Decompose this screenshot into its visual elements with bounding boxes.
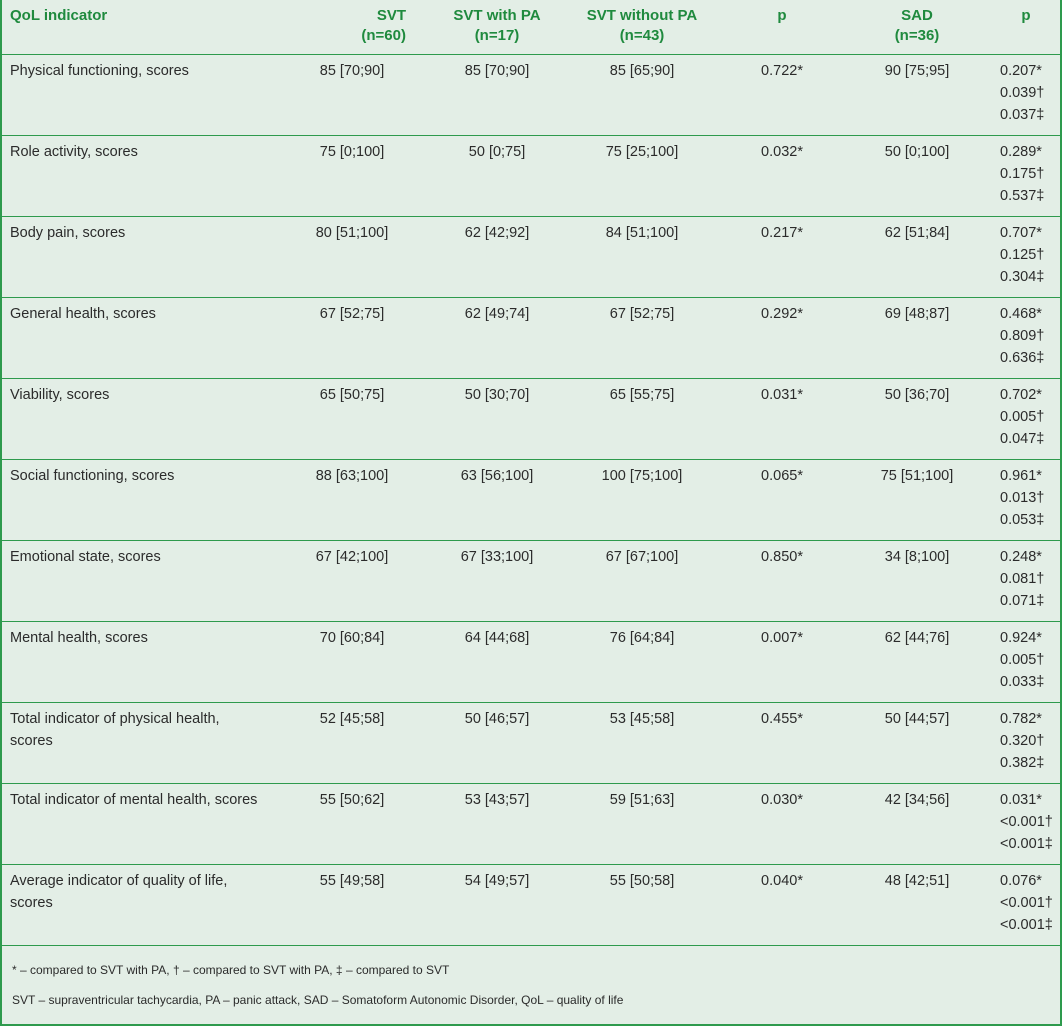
p-value: 0.537‡ <box>1000 187 1045 204</box>
cell-sad: 50 [0;100] <box>842 135 992 216</box>
cell-sad: 48 [42;51] <box>842 864 992 945</box>
cell-svt-with-pa: 64 [44;68] <box>432 621 562 702</box>
p-value: 0.809† <box>1000 327 1045 344</box>
p-value: 0.175† <box>1000 165 1045 182</box>
cell-p-1: 0.850* <box>722 540 842 621</box>
row-label: Total indicator of physical health, scores <box>2 702 272 783</box>
table-row <box>2 783 1060 864</box>
cell-sad: 90 [75;95] <box>842 54 992 135</box>
header-text: SAD <box>901 7 933 24</box>
p-value: 0.125† <box>1000 246 1045 263</box>
table-row <box>2 378 1060 459</box>
row-label: Total indicator of mental health, scores <box>2 783 272 864</box>
p-value: 0.005† <box>1000 651 1045 668</box>
cell-sad: 69 [48;87] <box>842 297 992 378</box>
row-label: Emotional state, scores <box>2 540 272 621</box>
p-value: <0.001† <box>1000 813 1053 830</box>
cell-svt-with-pa: 50 [0;75] <box>432 135 562 216</box>
p-value: 0.304‡ <box>1000 268 1045 285</box>
header-text: SVT without PA <box>586 7 698 24</box>
cell-svt: 67 [52;75] <box>272 297 432 378</box>
cell-p-2 <box>992 54 1060 135</box>
cell-svt-with-pa: 62 [49;74] <box>432 297 562 378</box>
cell-svt-with-pa: 50 [30;70] <box>432 378 562 459</box>
row-label: Body pain, scores <box>2 216 272 297</box>
cell-p-1: 0.722* <box>722 54 842 135</box>
p-values-group <box>1000 708 1056 774</box>
header-p-2 <box>992 0 1060 54</box>
cell-svt: 88 [63;100] <box>272 459 432 540</box>
cell-svt: 67 [42;100] <box>272 540 432 621</box>
header-sad <box>842 0 992 54</box>
cell-p-1: 0.032* <box>722 135 842 216</box>
p-values-group <box>1000 789 1056 855</box>
cell-p-2 <box>992 459 1060 540</box>
cell-svt-with-pa: 85 [70;90] <box>432 54 562 135</box>
cell-sad: 62 [51;84] <box>842 216 992 297</box>
header-subtext: (n=60) <box>361 27 406 44</box>
header-svt-without-pa <box>562 0 722 54</box>
cell-p-2 <box>992 378 1060 459</box>
cell-sad: 75 [51;100] <box>842 459 992 540</box>
p-value: <0.001‡ <box>1000 835 1053 852</box>
qol-table <box>2 0 1060 946</box>
table-row <box>2 216 1060 297</box>
cell-p-2 <box>992 621 1060 702</box>
cell-svt: 80 [51;100] <box>272 216 432 297</box>
p-value: 0.081† <box>1000 570 1045 587</box>
cell-p-2 <box>992 135 1060 216</box>
p-values-group <box>1000 60 1056 126</box>
p-value: <0.001‡ <box>1000 916 1053 933</box>
cell-sad: 34 [8;100] <box>842 540 992 621</box>
row-label: Social functioning, scores <box>2 459 272 540</box>
cell-svt-with-pa: 50 [46;57] <box>432 702 562 783</box>
cell-svt: 85 [70;90] <box>272 54 432 135</box>
cell-svt: 65 [50;75] <box>272 378 432 459</box>
cell-p-2 <box>992 702 1060 783</box>
cell-svt: 55 [50;62] <box>272 783 432 864</box>
cell-p-2 <box>992 540 1060 621</box>
cell-svt: 55 [49;58] <box>272 864 432 945</box>
cell-sad: 50 [44;57] <box>842 702 992 783</box>
p-value: 0.320† <box>1000 732 1045 749</box>
p-value: 0.037‡ <box>1000 106 1045 123</box>
cell-p-1: 0.030* <box>722 783 842 864</box>
cell-svt: 52 [45;58] <box>272 702 432 783</box>
p-value: <0.001† <box>1000 894 1053 911</box>
cell-sad: 62 [44;76] <box>842 621 992 702</box>
table-row <box>2 621 1060 702</box>
row-label: Viability, scores <box>2 378 272 459</box>
table-row <box>2 54 1060 135</box>
row-label: Average indicator of quality of life, scores <box>2 864 272 945</box>
row-label: General health, scores <box>2 297 272 378</box>
footnote-symbols: * – compared to SVT with PA, † – compared to SVT with PA, ‡ – compared to SVT <box>12 963 450 977</box>
cell-sad: 42 [34;56] <box>842 783 992 864</box>
p-value: 0.782* <box>1000 710 1042 727</box>
p-value: 0.013† <box>1000 489 1045 506</box>
p-value: 0.076* <box>1000 872 1042 889</box>
p-value: 0.702* <box>1000 386 1042 403</box>
cell-p-1: 0.065* <box>722 459 842 540</box>
cell-svt-with-pa: 54 [49;57] <box>432 864 562 945</box>
header-text: QoL indicator <box>10 7 108 24</box>
header-svt <box>272 0 432 54</box>
footnote-abbreviations: SVT – supraventricular tachycardia, PA – panic attack, SAD – Somatoform Autonomic Disorder, QoL – quality of life <box>12 993 624 1007</box>
p-value: 0.382‡ <box>1000 754 1045 771</box>
cell-svt-with-pa: 62 [42;92] <box>432 216 562 297</box>
cell-p-2 <box>992 297 1060 378</box>
row-label: Role activity, scores <box>2 135 272 216</box>
cell-svt-without-pa: 59 [51;63] <box>562 783 722 864</box>
table-row <box>2 702 1060 783</box>
p-value: 0.248* <box>1000 548 1042 565</box>
cell-svt-without-pa: 53 [45;58] <box>562 702 722 783</box>
cell-p-2 <box>992 864 1060 945</box>
p-values-group <box>1000 465 1056 531</box>
cell-svt-without-pa: 85 [65;90] <box>562 54 722 135</box>
cell-p-1: 0.007* <box>722 621 842 702</box>
p-value: 0.047‡ <box>1000 430 1045 447</box>
cell-p-1: 0.455* <box>722 702 842 783</box>
table-footnotes <box>12 962 623 1022</box>
cell-svt: 75 [0;100] <box>272 135 432 216</box>
p-value: 0.468* <box>1000 305 1042 322</box>
p-value: 0.924* <box>1000 629 1042 646</box>
header-subtext: (n=17) <box>474 27 520 44</box>
p-values-group <box>1000 384 1056 450</box>
cell-p-1: 0.031* <box>722 378 842 459</box>
header-text: p <box>1021 7 1031 24</box>
p-values-group <box>1000 303 1056 369</box>
cell-svt-with-pa: 67 [33;100] <box>432 540 562 621</box>
p-values-group <box>1000 870 1056 936</box>
cell-svt-without-pa: 65 [55;75] <box>562 378 722 459</box>
header-svt-with-pa <box>432 0 562 54</box>
table-header-row <box>2 0 1060 54</box>
p-values-group <box>1000 222 1056 288</box>
cell-svt-without-pa: 84 [51;100] <box>562 216 722 297</box>
p-value: 0.707* <box>1000 224 1042 241</box>
cell-p-1: 0.217* <box>722 216 842 297</box>
p-value: 0.005† <box>1000 408 1045 425</box>
cell-svt-without-pa: 55 [50;58] <box>562 864 722 945</box>
cell-p-2 <box>992 216 1060 297</box>
cell-svt-with-pa: 53 [43;57] <box>432 783 562 864</box>
header-qol-indicator <box>2 0 272 54</box>
p-value: 0.961* <box>1000 467 1042 484</box>
p-value: 0.071‡ <box>1000 592 1045 609</box>
row-label: Mental health, scores <box>2 621 272 702</box>
cell-svt: 70 [60;84] <box>272 621 432 702</box>
p-values-group <box>1000 141 1056 207</box>
p-value: 0.207* <box>1000 62 1042 79</box>
p-value: 0.053‡ <box>1000 511 1045 528</box>
p-value: 0.033‡ <box>1000 673 1045 690</box>
table-row <box>2 459 1060 540</box>
header-p-1 <box>722 0 842 54</box>
table-row <box>2 864 1060 945</box>
cell-svt-without-pa: 100 [75;100] <box>562 459 722 540</box>
table-row <box>2 540 1060 621</box>
header-text: SVT <box>376 7 406 24</box>
p-values-group <box>1000 546 1056 612</box>
header-subtext: (n=43) <box>619 27 665 44</box>
table-row <box>2 297 1060 378</box>
header-subtext: (n=36) <box>894 27 940 44</box>
cell-svt-without-pa: 67 [52;75] <box>562 297 722 378</box>
cell-svt-without-pa: 75 [25;100] <box>562 135 722 216</box>
cell-p-1: 0.040* <box>722 864 842 945</box>
p-values-group <box>1000 627 1056 693</box>
p-value: 0.289* <box>1000 143 1042 160</box>
header-text: p <box>777 7 787 24</box>
row-label: Physical functioning, scores <box>2 54 272 135</box>
cell-svt-with-pa: 63 [56;100] <box>432 459 562 540</box>
table-row <box>2 135 1060 216</box>
p-value: 0.636‡ <box>1000 349 1045 366</box>
p-value: 0.039† <box>1000 84 1045 101</box>
cell-svt-without-pa: 67 [67;100] <box>562 540 722 621</box>
cell-sad: 50 [36;70] <box>842 378 992 459</box>
cell-p-2 <box>992 783 1060 864</box>
header-text: SVT with PA <box>453 7 541 24</box>
p-value: 0.031* <box>1000 791 1042 808</box>
cell-p-1: 0.292* <box>722 297 842 378</box>
table-body <box>2 54 1060 945</box>
cell-svt-without-pa: 76 [64;84] <box>562 621 722 702</box>
